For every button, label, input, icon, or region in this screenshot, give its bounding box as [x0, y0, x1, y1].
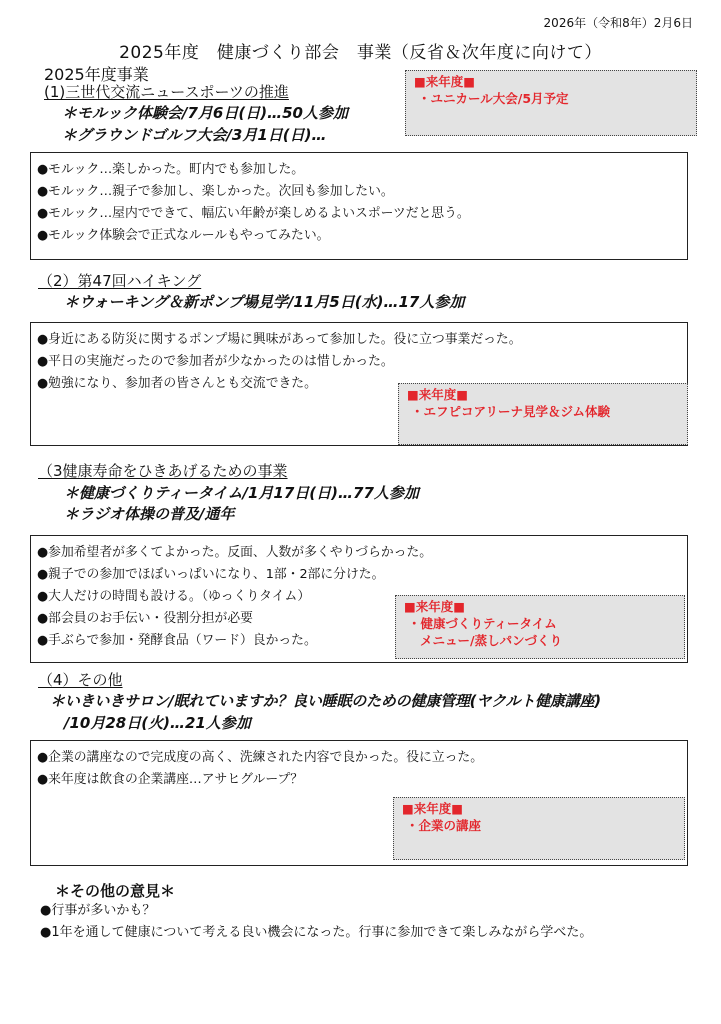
- other-opinions-heading: ＊その他の意見＊: [55, 882, 176, 900]
- section-2-next-year-note: [398, 383, 688, 445]
- comment-line: ●企業の講座なので完成度の高く、洗練された内容で良かった。役に立った。: [37, 750, 484, 765]
- comment-line: ●親子での参加でほぼいっぱいになり、1部・2部に分けた。: [37, 567, 385, 582]
- next-year-label: ■来年度■: [404, 599, 466, 614]
- section-1-next-year-note: [405, 70, 697, 136]
- next-year-label: ■来年度■: [414, 74, 476, 89]
- section-1-heading: (1)三世代交流ニュースポーツの推進: [44, 83, 289, 101]
- fiscal-year-heading: 2025年度事業: [44, 65, 149, 84]
- next-year-item: メニュー/蒸しパンづくり: [420, 633, 563, 648]
- section-2-heading: （2）第47回ハイキング: [38, 272, 202, 290]
- section-4-event-1: ＊いきいきサロン/眠れていますか？良い睡眠のための健康管理(ヤクルト健康講座): [50, 692, 601, 710]
- section-4-next-year-note: [393, 797, 685, 860]
- comment-line: ●来年度は飲食の企業講座…アサヒグループ？: [37, 772, 304, 787]
- comment-line: ●部会員のお手伝い・役割分担が必要: [37, 611, 253, 626]
- other-opinions-list: [40, 900, 592, 944]
- section-2-event-1: ＊ウォーキング＆新ポンプ場見学/11月5日(水)…17人参加: [64, 293, 465, 311]
- next-year-item: ・企業の講座: [406, 818, 482, 833]
- document-title: 2025年度 健康づくり部会 事業（反省＆次年度に向けて）: [119, 43, 602, 63]
- comment-line: ●大人だけの時間も設ける。（ゆっくりタイム）: [37, 589, 311, 604]
- next-year-item: ・健康づくりティータイム: [408, 616, 557, 631]
- next-year-label: ■来年度■: [402, 801, 464, 816]
- section-1-event-1: ＊モルック体験会/7月6日(日)…50人参加: [62, 104, 348, 122]
- section-4-heading: （4）その他: [38, 671, 123, 689]
- comment-line: ●モルック…屋内でできて、幅広い年齢が楽しめるよいスポーツだと思う。: [37, 206, 470, 221]
- next-year-label: ■来年度■: [407, 387, 469, 402]
- next-year-item: ・ユニカール大会/5月予定: [418, 91, 569, 106]
- other-opinion-item: ●1年を通して健康について考える良い機会になった。行事に参加できて楽しみながら学べた。: [40, 925, 593, 940]
- section-3-heading: （3健康寿命をひきあげるための事業: [38, 462, 288, 480]
- comment-line: ●参加希望者が多くてよかった。反面、人数が多くやりづらかった。: [37, 545, 433, 560]
- comment-line: ●勉強になり、参加者の皆さんとも交流できた。: [37, 376, 317, 391]
- comment-line: ●モルック体験会で正式なルールもやってみたい。: [37, 228, 330, 243]
- section-3-event-1: ＊健康づくりティータイム/1月17日(日)…77人参加: [64, 484, 419, 502]
- section-3-event-2: ＊ラジオ体操の普及/通年: [64, 505, 235, 523]
- section-3-next-year-note: [395, 595, 685, 659]
- comment-line: ●モルック…親子で参加し、楽しかった。次回も参加したい。: [37, 184, 394, 199]
- document-date: 2026年（令和8年）2月6日: [543, 16, 693, 30]
- next-year-item: ・エフピコアリーナ見学＆ジム体験: [411, 404, 611, 419]
- section-1-comment-box: [30, 152, 688, 260]
- comment-line: ●身近にある防災に関するポンプ場に興味があって参加した。役に立つ事業だった。: [37, 332, 522, 347]
- section-1-event-2: ＊グラウンドゴルフ大会/3月1日(日)…: [62, 126, 327, 144]
- comment-line: ●手ぶらで参加・発酵食品（ワード）良かった。: [37, 633, 317, 648]
- section-4-event-2: /10月28日(火)…21人参加: [64, 714, 251, 732]
- comment-line: ●モルック…楽しかった。町内でも参加した。: [37, 162, 305, 177]
- other-opinion-item: ●行事が多いかも？: [40, 903, 156, 918]
- comment-line: ●平日の実施だったので参加者が少なかったのは惜しかった。: [37, 354, 394, 369]
